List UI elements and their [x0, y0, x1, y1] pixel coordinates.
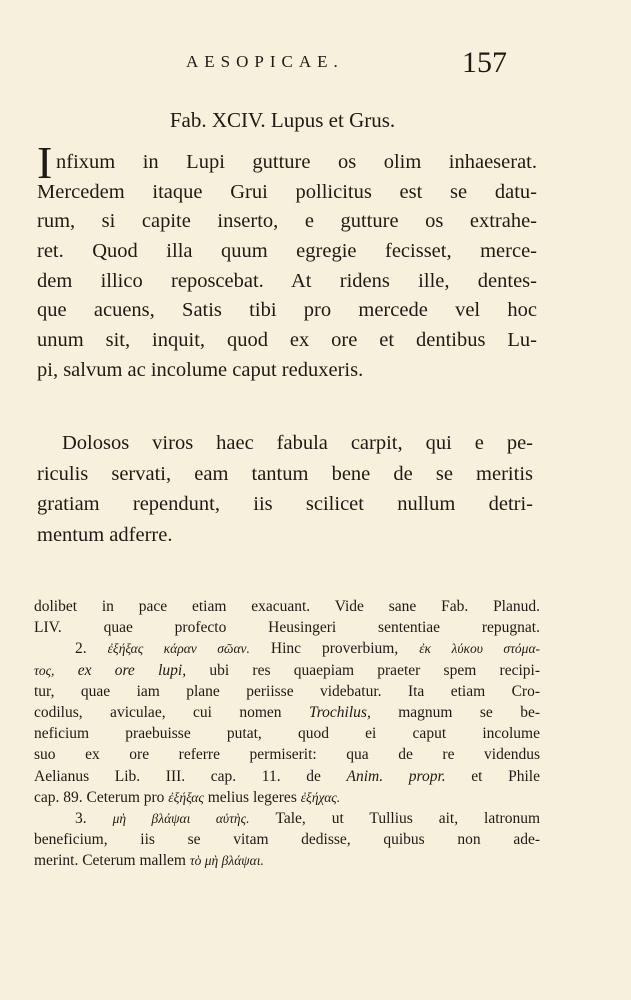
fable-line [37, 137, 537, 188]
italic-text: Trochilus, [308, 703, 371, 721]
page-number: 157 [462, 46, 507, 79]
running-head [0, 46, 631, 86]
drop-cap-initial: I [37, 137, 53, 188]
note-number: 2. [75, 640, 87, 658]
note-text: Tale, ut Tullius ait, latronum [275, 809, 540, 827]
italic-text: ex ore lupi, [77, 661, 187, 679]
note-line: neficium praebuisse putat, quod ei caput incolume [34, 725, 540, 743]
greek-text: ἐξήξας κάραν σῶαν. [107, 641, 250, 657]
fable-line: Mercedem itaque Grui pollicitus est se datu- [37, 180, 537, 203]
note-line [34, 638, 540, 659]
moral-line: mentum adferre. [37, 523, 173, 546]
note-number: 3. [75, 809, 87, 827]
note-line [34, 808, 540, 829]
footnotes [34, 596, 540, 871]
fable-line: que acuens, Satis tibi pro mercede vel hoc [37, 299, 537, 322]
note-text: codilus, aviculae, cui nomen [34, 703, 282, 721]
note-line: LIV. quae profecto Heusingeri sententiae repugnat. [34, 619, 540, 637]
greek-text: τὸ μὴ βλάψαι. [189, 853, 264, 869]
note-line [34, 660, 540, 681]
fable-text [37, 137, 537, 386]
fable-line: unum sit, inquit, quod ex ore et dentibus Lu- [37, 329, 537, 352]
greek-text: μὴ βλάψαι αὐτὴς. [112, 810, 250, 826]
fable-title: Fab. XCIV. Lupus et Grus. [169, 108, 396, 132]
note-line: tur, quae iam plane periisse videbatur. Ita etiam Cro- [34, 682, 540, 700]
fable-line: pi, salvum ac incolume caput reduxeris. [37, 358, 364, 381]
fable-line: rum, si capite inserto, e gutture os extrahe- [37, 210, 537, 233]
moral-line: Dolosos viros haec fabula carpit, qui e pe- [62, 432, 533, 454]
note-line: beneficium, iis se vitam dedisse, quibus non ade- [34, 831, 540, 849]
fable-line-text: nfixum in Lupi gutture os olim inhaeserat. [56, 151, 537, 173]
moral-line: gratiam rependunt, iis scilicet nullum detri- [37, 493, 533, 515]
note-line: suo ex ore referre permiserit: qua de re videndus [34, 746, 540, 764]
fable-line: ret. Quod illa quum egregie fecisset, merce- [37, 240, 537, 263]
note-line [34, 850, 540, 871]
running-head-title: AESOPICAE. [186, 52, 344, 71]
greek-text: ἐξήχας. [300, 789, 341, 805]
note-text: melius legeres [207, 788, 297, 806]
note-text: merint. Ceterum mallem [34, 852, 186, 870]
italic-text: Anim. propr. [346, 767, 446, 785]
note-text: Hinc proverbium, [270, 640, 399, 658]
greek-text: ἐξήξας [168, 789, 204, 805]
note-text: cap. 89. Ceterum pro [34, 788, 165, 806]
note-line [34, 702, 540, 723]
note-line: dolibet in pace etiam exacuant. Vide sane Fab. Planud. [34, 598, 540, 615]
note-text: ubi res quaepiam praeter spem recipi- [209, 661, 540, 679]
note-text: magnum se be- [398, 703, 540, 721]
greek-text: τος, [34, 662, 55, 678]
note-line [34, 766, 540, 787]
greek-text: ἐκ λύκου στόμα- [419, 641, 540, 657]
fable-moral [37, 428, 533, 550]
note-text: Aelianus Lib. III. cap. 11. de [34, 767, 321, 785]
fable-line: dem illico reposcebat. At ridens ille, dentes- [37, 269, 537, 292]
moral-line: riculis servati, eam tantum bene de se meritis [37, 462, 533, 485]
note-text: et Phile [471, 767, 540, 785]
note-line [34, 787, 540, 808]
